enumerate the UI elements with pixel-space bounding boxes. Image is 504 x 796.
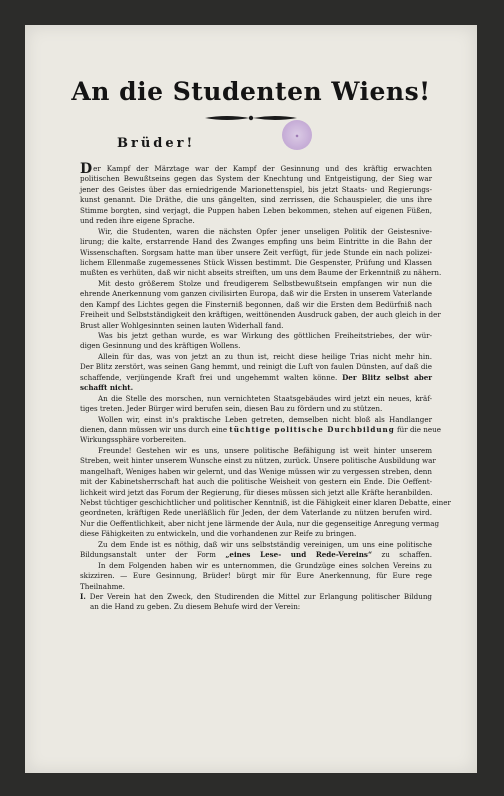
- body-line: dienen, dann müssen wir uns durch eine tüchtige politische Durchbildung für die neue: [80, 424, 441, 434]
- body-line: kunst genannt. Die Dräthe, die uns gängelten, sind zerrissen, die Schauspieler, die uns ihre: [80, 195, 432, 205]
- body-line: Wir, die Studenten, waren die nächsten Opfer jener unseligen Politik der Geistesnive-: [98, 226, 432, 236]
- body-line: jener des Geistes über das erniedrigende Marionettenspiel, bis jetzt Staats- und Regierungs-: [80, 184, 432, 194]
- body-line: An die Stelle des morschen, nun vernichteten Staatsgebäudes wird jetzt ein neues, kräf-: [98, 393, 432, 403]
- body-line: Was bis jetzt gethan wurde, es war Wirkung des göttlichen Freiheitstriebes, der wür-: [98, 331, 432, 340]
- body-line: ehrende Anerkennung vom ganzen civilisirten Europa, daß wir die Ersten in unserem Vaterlande: [80, 289, 433, 299]
- body-text: [80, 161, 451, 613]
- body-line: lichem Ellenmaße zugemessenes Stück Wissen bestimmt. Die Gespenster, Prüfung und Klassen: [80, 257, 432, 267]
- poster-sheet: [25, 25, 477, 773]
- salutation: Brüder!: [117, 136, 196, 151]
- body-line: politischen Bewußtseins gegen das System der Knechtung und Entgeistigung, der Sieg war: [80, 174, 432, 184]
- body-line: Nur die Oeffentlichkeit, aber nicht jene lärmende der Aula, nur die gegenseitige Anregung vermag: [80, 518, 440, 528]
- body-line-emphasis: schafft nicht.: [80, 383, 134, 393]
- body-line: mit der Kabinetsherrschaft hat auch die politische Weisheit von gestern ein Ende. Die Oeffent-: [80, 477, 432, 487]
- body-line: Wirkungssphäre vorbereiten.: [80, 435, 187, 445]
- body-line: skizziren. — Eure Gesinnung, Brüder! bürgt mir für Eure Anerkennung, für Eure rege: [80, 571, 432, 581]
- emphasis-association-name: „eines Lese- und Rede-Vereins“: [225, 550, 373, 560]
- body-line: digen Gesinnung und des kräftigen Wollens.: [80, 341, 241, 351]
- section-number: I.: [80, 591, 86, 601]
- emphasis-lightning: Der Blitz selbst aber: [342, 372, 433, 382]
- drop-cap: D: [80, 161, 93, 177]
- body-line: Freunde! Gestehen wir es uns, unsere politische Befähigung ist weit hinter unserem: [98, 445, 432, 455]
- body-line: mangelhaft, Weniges haben wir gelernt, und das Wenige müssen wir zu vergessen streben, denn: [80, 466, 432, 476]
- body-line: Streben, weit hinter unserem Wunsche einst zu nützen, zurück. Unsere politische Ausbildung war: [80, 456, 436, 466]
- title-ornament: [203, 113, 299, 123]
- body-line: In dem Folgenden haben wir es unternommen, die Grundzüge eines solchen Vereins zu: [98, 560, 432, 570]
- body-line: Stimme borgten, sind verjagt, die Puppen haben Leben bekommen, stehen auf eigenen Füßen,: [80, 205, 432, 215]
- body-line: Freiheit und Selbstständigkeit den kräftigen, weittönenden Ausdruck gaben, der auch gleich in der: [80, 310, 441, 320]
- body-line: Allein für das, was von jetzt an zu thun ist, reicht diese heilige Trias nicht mehr hin.: [98, 351, 432, 361]
- body-line: geordneten, kräftigen Rede unerläßlich für Jeden, der dem Vaterlande zu nützen berufen wird.: [80, 508, 432, 518]
- body-line: Brust aller Wohlgesinnten seinen lauten Widerhall fand.: [80, 320, 284, 330]
- body-line: tiges treten. Jeder Bürger wird berufen sein, diesen Bau zu fördern und zu stützen.: [80, 404, 383, 414]
- body-line: den Kampf des Lichtes gegen die Finsterniß begonnen, daß wir die Ersten dem Bedürfniß nach: [80, 299, 432, 309]
- body-line: diese Fähigkeiten zu entwickeln, und die vorhandenen zur Reife zu bringen.: [80, 529, 357, 539]
- body-line: lirung; die kalte, erstarrende Hand des Zwanges empfing uns beim Eintritte in die Bahn der: [80, 237, 432, 247]
- body-line: Bildungsanstalt unter der Form „eines Lese- und Rede-Vereins“ zu schaffen.: [80, 550, 432, 560]
- body-line: Zu dem Ende ist es nöthig, daß wir uns selbstständig vereinigen, um uns eine politische: [98, 539, 432, 549]
- body-line: Nebst tüchtiger geschichtlicher und politischer Kenntniß, ist die Fähigkeit einer klaren Debatte, einer: [80, 498, 451, 507]
- body-line: Der Blitz zerstört, was seinen Gang hemmt, und reinigt die Luft von faulen Dünsten, auf daß die: [80, 362, 432, 372]
- body-line: mußten es verhüten, daß wir nicht abseits streiften, um uns dem Baume der Erkenntniß zu nähern.: [80, 268, 442, 278]
- body-line: und reden ihre eigene Sprache.: [80, 216, 195, 226]
- body-line: lichkeit wird jetzt das Forum der Regierung, für dieses müssen sich jetzt alle Kräfte heranbilden.: [80, 487, 433, 497]
- body-line: Wissenschaften. Sorgsam hatte man über unsere Zeit verfügt, für jede Stunde ein nach polizei-: [80, 247, 432, 257]
- body-line: schaffende, verjüngende Kraft frei und ungehemmt walten könne. Der Blitz selbst aber: [80, 372, 433, 382]
- document-title: An die Studenten Wiens!: [71, 77, 431, 106]
- body-line: Mit desto größerem Stolze und freudigerem Selbstbewußtsein empfangen wir nun die: [98, 278, 432, 288]
- body-line: an die Hand zu geben. Zu diesem Behufe wird der Verein:: [90, 602, 301, 612]
- body-line: Theilnahme.: [80, 581, 125, 591]
- body-line: I. Der Verein hat den Zweck, den Studirenden die Mittel zur Erlangung politischer Bildung: [80, 591, 432, 601]
- body-line: Der Kampf der Märztage war der Kampf der Gesinnung und des kräftig erwachten: [80, 161, 432, 177]
- body-line: Wollen wir, einst in's praktische Leben getreten, demselben nicht bloß als Handlanger: [98, 414, 432, 424]
- library-stamp: ◆: [282, 120, 312, 150]
- emphasis-political-education: tüchtige politische Durchbildung: [229, 424, 395, 434]
